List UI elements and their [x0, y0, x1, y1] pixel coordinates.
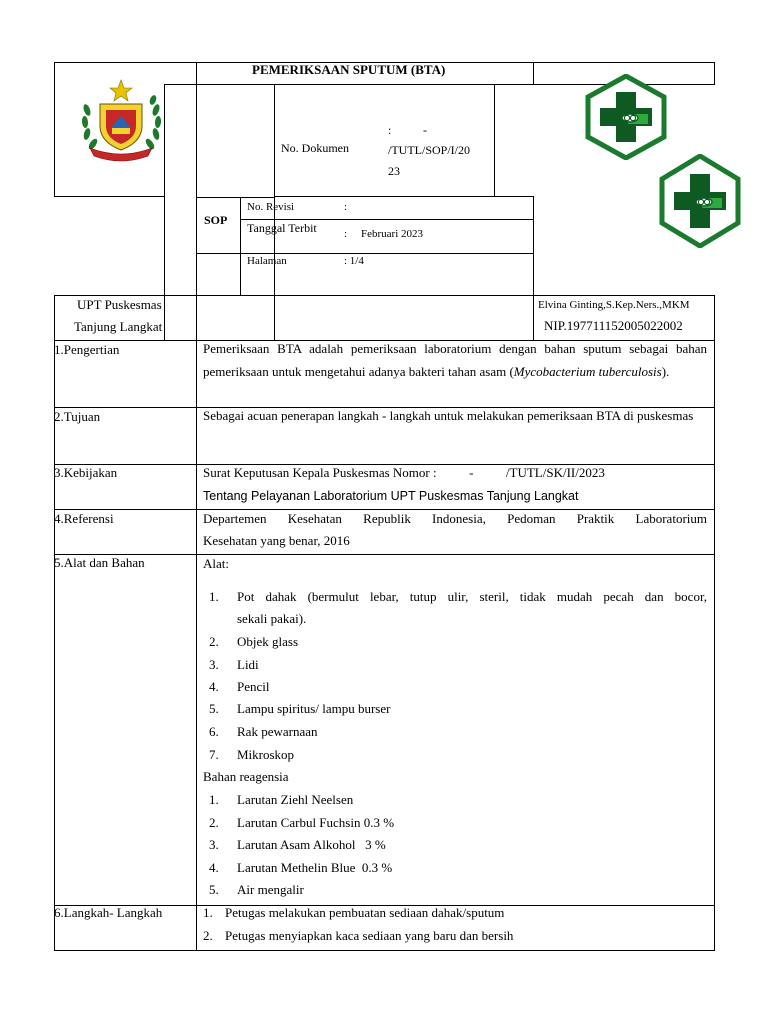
list-number: 3.	[209, 837, 219, 852]
list-text: Larutan Asam Alkohol 3 %	[237, 837, 386, 852]
list-text	[237, 589, 707, 605]
list-text: Petugas menyiapkan kaca sediaan yang baru dan bersih	[225, 928, 514, 943]
doc-no-dash: -	[423, 123, 427, 137]
pengertian-text	[203, 338, 707, 383]
tujuan-text: Sebagai acuan penerapan langkah - langkah untuk melakukan pemeriksaan BTA di puskesmas	[203, 408, 694, 423]
list-number: 4.	[209, 679, 219, 694]
doc-no-value-2: 23	[388, 164, 400, 178]
alat-heading: Alat:	[203, 556, 229, 571]
list-number: 6.	[209, 724, 219, 739]
org-name-line2: Tanjung Langkat	[74, 319, 163, 334]
puskesmas-logo-top-icon	[584, 74, 668, 160]
doc-no-colon: :	[388, 123, 392, 137]
bahan-heading: Bahan reagensia	[203, 769, 289, 784]
terbit-date: Februari 2023	[361, 228, 424, 240]
list-number: 1.	[209, 792, 219, 807]
list-number: 3.	[209, 657, 219, 672]
referensi-line1	[203, 511, 707, 527]
signer-name: Elvina Ginting,S.Kep.Ners.,MKM	[538, 299, 690, 311]
list-text: Rak pewarnaan	[237, 724, 318, 739]
list-text: Lampu spiritus/ lampu burser	[237, 701, 391, 716]
terbit-label: Tanggal Terbit	[247, 221, 317, 235]
list-number: 4.	[209, 860, 219, 875]
list-number: 2.	[209, 634, 219, 649]
list-text: Air mengalir	[237, 882, 304, 897]
list-number: 5.	[209, 882, 219, 897]
regency-emblem-icon	[78, 78, 164, 164]
list-number: 7.	[209, 747, 219, 762]
list-number: 2.	[209, 815, 219, 830]
list-text: Lidi	[237, 657, 259, 672]
page-title: PEMERIKSAAN SPUTUM (BTA)	[252, 62, 446, 77]
list-number: 2.	[203, 928, 213, 943]
list-text: Larutan Methelin Blue 0.3 %	[237, 860, 393, 875]
puskesmas-logo-bottom-icon	[658, 154, 742, 248]
list-text: Petugas melakukan pembuatan sediaan dahak/sputum	[225, 905, 505, 920]
kebijakan-line2: Tentang Pelayanan Laboratorium UPT Puskesmas Tanjung Langkat	[203, 489, 579, 503]
section-label-referensi: 4.Referensi	[54, 511, 114, 526]
referensi-line2: Kesehatan yang benar, 2016	[203, 533, 350, 548]
referensi-line1-text: Departemen Kesehatan Republik Indonesia, Pedoman Praktik Laboratorium	[203, 511, 707, 526]
org-name-line1: UPT Puskesmas	[77, 297, 162, 312]
section-label-kebijakan: 3.Kebijakan	[54, 465, 118, 480]
list-text-justified: Pot dahak (bermulut lebar, tutup ulir, steril, tidak mudah pecah dan bocor,	[237, 589, 707, 604]
pengertian-text-italic: Mycobacterium tuberculosis	[513, 363, 662, 379]
section-label-tujuan: 2.Tujuan	[54, 409, 101, 424]
list-item	[209, 589, 707, 605]
revisi-value: :	[344, 201, 348, 213]
section-label-pengertian: 1.Pengertian	[54, 342, 120, 357]
doc-no-label: No. Dokumen	[281, 141, 349, 155]
sop-label: SOP	[204, 213, 228, 227]
pengertian-text-main: Pemeriksaan BTA adalah pemeriksaan laboratorium dengan bahan sputum sebagai bahan pemeriksaan untuk mengetahui adanya bakteri tahan asam (	[203, 341, 707, 379]
revisi-label: No. Revisi	[247, 201, 295, 213]
signer-nip: NIP.197711152005022002	[544, 318, 683, 333]
doc-no-value-1: /TUTL/SOP/I/20	[388, 143, 471, 157]
list-number: 1.	[209, 589, 219, 604]
terbit-colon: :	[344, 228, 348, 240]
list-text: Objek glass	[237, 634, 299, 649]
section-label-alat: 5.Alat dan Bahan	[54, 555, 145, 570]
list-number: 1.	[203, 905, 213, 920]
list-text: Mikroskop	[237, 747, 295, 762]
list-text: Larutan Ziehl Neelsen	[237, 792, 354, 807]
halaman-label: Halaman	[247, 255, 287, 267]
kebijakan-line1: Surat Keputusan Kepala Puskesmas Nomor : - /TUTL/SK/II/2023	[203, 465, 605, 480]
list-text: Pencil	[237, 679, 270, 694]
list-number: 5.	[209, 701, 219, 716]
list-text: Larutan Carbul Fuchsin 0.3 %	[237, 815, 395, 830]
halaman-value: : 1/4	[344, 255, 364, 267]
list-text: sekali pakai).	[237, 611, 307, 626]
section-label-langkah: 6.Langkah- Langkah	[54, 905, 163, 920]
pengertian-text-end: ).	[661, 363, 670, 379]
